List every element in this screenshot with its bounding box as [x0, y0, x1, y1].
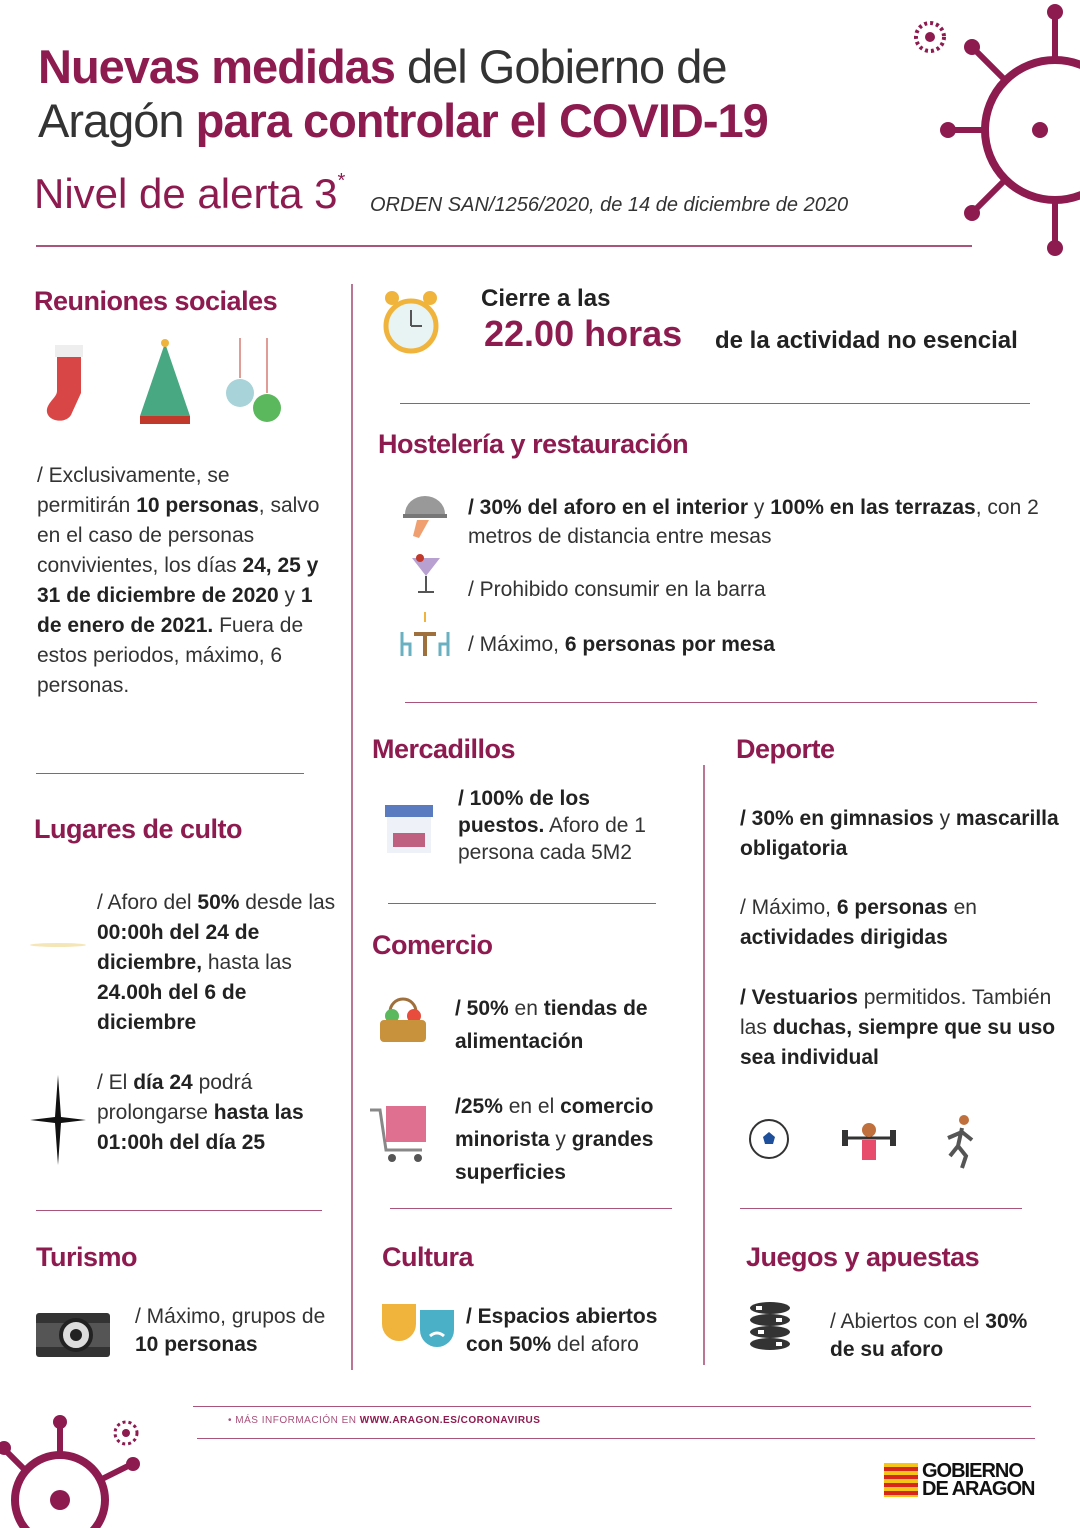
text-bold-segment: día 24	[133, 1071, 193, 1094]
alarm-clock-icon	[380, 284, 442, 358]
heading-deporte: Deporte	[736, 734, 835, 764]
text-bold-segment: hasta las 01:00h del día 25	[97, 1101, 304, 1154]
hosteleria-item-aforo	[468, 493, 1048, 551]
divider	[36, 773, 304, 774]
text-segment: , con 2 metros de distancia entre mesas	[468, 496, 1039, 548]
text-bold-segment: actividades dirigidas	[740, 926, 948, 949]
heading-turismo: Turismo	[36, 1242, 138, 1272]
deporte-item-actividades	[740, 893, 1060, 953]
juegos-text	[830, 1308, 1030, 1364]
closing-time: 22.00 horas	[484, 313, 683, 354]
closing-label: Cierre a las	[481, 285, 611, 312]
sparkle-icon	[28, 935, 88, 955]
text-segment: / Máximo,	[468, 633, 565, 656]
text-segment: y	[549, 1128, 572, 1151]
alert-level-text: Nivel de alerta 3	[34, 170, 338, 217]
small-virus-icon-bottom	[108, 1415, 144, 1451]
casino-chips-icon	[748, 1300, 792, 1358]
food-basket-icon	[376, 992, 430, 1046]
deporte-item-vestuarios	[740, 983, 1060, 1073]
divider	[388, 903, 656, 904]
text-bold-segment: / 30% del aforo en el interior	[468, 496, 749, 519]
text-bold-segment: 10 personas	[135, 1333, 258, 1356]
title-text: Aragón	[38, 94, 196, 147]
title-highlight: para controlar el COVID-19	[195, 94, 768, 147]
text-segment: en	[508, 997, 544, 1020]
text-bold-segment: 1 de enero de 2021.	[37, 584, 313, 637]
text-bold-segment: comercio minorista	[455, 1095, 654, 1151]
heading-comercio: Comercio	[372, 930, 493, 960]
text-bold-segment: / Vestuarios	[740, 986, 858, 1009]
cultura-text	[466, 1303, 696, 1359]
table-chairs-icon	[400, 612, 450, 658]
text-segment: Aforo de 1 persona cada 5M2	[458, 814, 646, 864]
comercio-item-alimentacion	[455, 992, 695, 1058]
divider	[740, 1208, 1022, 1209]
more-info	[228, 1415, 540, 1426]
divider	[405, 702, 1037, 703]
text-segment: hasta las	[202, 951, 292, 974]
title-text: del Gobierno de	[394, 40, 727, 93]
more-info-link[interactable]: WWW.ARAGON.ES/CORONAVIRUS	[359, 1415, 541, 1426]
order-reference: ORDEN SAN/1256/2020, de 14 de diciembre de 2020	[370, 194, 849, 216]
text-segment: , salvo en el caso de personas convivientes, los días	[37, 494, 320, 577]
heading-hosteleria: Hostelería y restauración	[378, 429, 689, 459]
text-segment: Fuera de estos periodos, máximo, 6 personas.	[37, 614, 304, 697]
text-bold-segment: / Espacios abiertos con 50%	[466, 1305, 658, 1356]
text-segment: / Aforo del	[97, 891, 198, 914]
text-segment: / Abiertos con el	[830, 1310, 986, 1333]
heading-juegos: Juegos y apuestas	[746, 1242, 980, 1272]
culto-item-aforo	[97, 888, 347, 1038]
more-info-label: • MÁS INFORMACIÓN EN	[228, 1415, 360, 1426]
text-segment: y	[933, 807, 956, 830]
text-bold-segment: 100% en las terrazas	[770, 496, 976, 519]
camera-icon	[36, 1307, 110, 1357]
star-icon	[30, 1075, 86, 1165]
text-bold-segment: 6 personas	[836, 896, 948, 919]
text-bold-segment: 6 personas por mesa	[564, 633, 775, 656]
mercadillos-text	[458, 785, 678, 866]
soccer-ball-icon	[748, 1118, 790, 1160]
reuniones-text	[37, 461, 327, 701]
text-segment: / Prohibido consumir en la barra	[468, 578, 766, 601]
stocking-icon	[45, 340, 97, 426]
market-stall-icon	[383, 803, 435, 855]
text-segment: / Máximo,	[740, 896, 837, 919]
text-bold-segment: duchas, siempre que su uso sea individual	[740, 1016, 1056, 1069]
christmas-tree-icon	[135, 338, 195, 428]
alert-level	[34, 170, 345, 218]
hosteleria-item-mesa	[468, 630, 1028, 660]
heading-mercadillos: Mercadillos	[372, 734, 516, 764]
text-bold-segment: / 50%	[455, 997, 509, 1020]
heading-reuniones: Reuniones sociales	[34, 286, 278, 316]
ornaments-icon	[225, 338, 285, 426]
hosteleria-item-barra	[468, 575, 1028, 605]
divider	[703, 765, 705, 1365]
title-highlight: Nuevas medidas	[38, 40, 395, 93]
text-segment: y	[748, 496, 771, 519]
runner-icon	[942, 1112, 978, 1170]
text-bold-segment: grandes superficies	[455, 1128, 654, 1184]
divider	[351, 284, 353, 1370]
text-segment: podrá prolongarse	[97, 1071, 253, 1124]
heading-cultura: Cultura	[382, 1242, 473, 1272]
divider	[193, 1406, 1031, 1407]
text-segment: / Exclusivamente, se permitirán	[37, 464, 230, 517]
text-segment: y	[278, 584, 301, 607]
text-bold-segment: 50%	[197, 891, 240, 914]
page-title	[38, 40, 768, 148]
text-bold-segment: 00:00h del 24 de diciembre,	[97, 921, 260, 974]
divider	[400, 403, 1030, 404]
aragon-flag-icon	[884, 1463, 918, 1497]
deporte-item-gimnasios	[740, 804, 1060, 864]
divider	[36, 245, 972, 247]
divider	[390, 1208, 672, 1209]
closing-description: de la actividad no esencial	[715, 327, 1018, 354]
text-segment: permitidos. También las	[740, 986, 1052, 1039]
comercio-item-minorista	[455, 1090, 705, 1189]
divider	[36, 1210, 322, 1211]
text-segment: desde las	[239, 891, 336, 914]
text-segment: del aforo	[551, 1333, 639, 1356]
text-bold-segment: 30% de su aforo	[830, 1310, 1028, 1361]
text-segment: en	[947, 896, 977, 919]
logo-line-1: GOBIERNO	[922, 1460, 1023, 1482]
text-bold-segment: / 100% de los puestos.	[458, 787, 590, 837]
cocktail-icon	[410, 550, 442, 596]
shopping-cart-icon	[368, 1100, 432, 1166]
alert-asterisk: *	[337, 170, 346, 192]
logo-line-2: DE ARAGON	[922, 1478, 1035, 1500]
text-bold-segment: 24.00h del 6 de diciembre	[97, 981, 247, 1034]
weightlifter-icon	[840, 1118, 898, 1166]
heading-culto: Lugares de culto	[34, 814, 243, 844]
cloche-icon	[403, 492, 447, 542]
text-segment: / El	[97, 1071, 134, 1094]
text-segment: en el	[502, 1095, 561, 1118]
turismo-text	[135, 1303, 335, 1359]
text-bold-segment: /25%	[455, 1095, 503, 1118]
virus-icon	[940, 0, 1080, 260]
divider	[197, 1438, 1035, 1439]
text-bold-segment: / 30% en gimnasios	[740, 807, 934, 830]
theater-masks-icon	[380, 1300, 458, 1354]
culto-item-dia24	[97, 1068, 337, 1158]
text-bold-segment: mascarilla obligatoria	[740, 807, 1059, 860]
text-bold-segment: 24, 25 y 31 de diciembre de 2020	[37, 554, 319, 607]
text-segment: / Máximo, grupos de	[135, 1305, 326, 1328]
gobierno-aragon-logo	[884, 1462, 1034, 1498]
text-bold-segment: tiendas de alimentación	[455, 997, 648, 1053]
text-bold-segment: 10 personas	[136, 494, 259, 517]
small-virus-icon	[905, 12, 955, 62]
